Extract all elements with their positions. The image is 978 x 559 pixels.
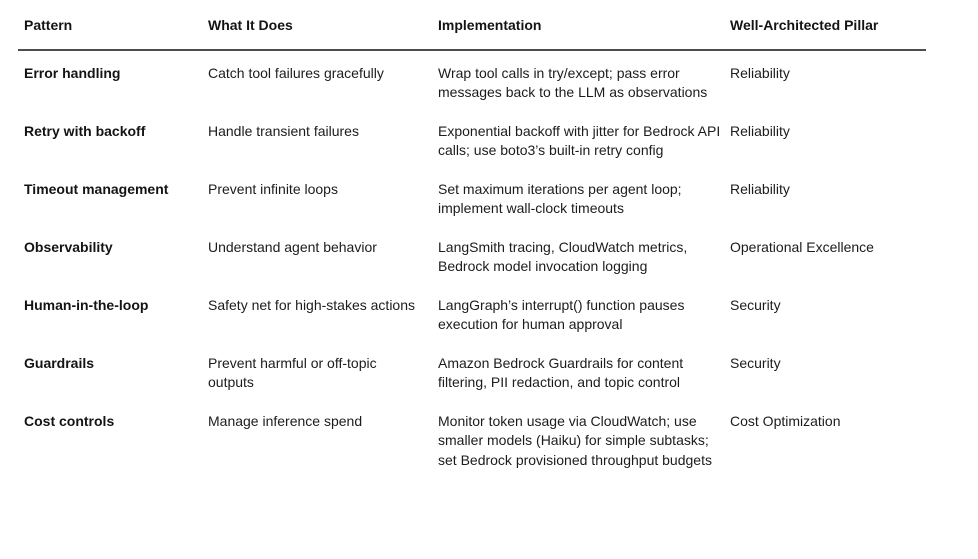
cell-pattern: Guardrails: [24, 354, 95, 371]
column-header-pattern: Pattern: [18, 0, 208, 50]
cell-pattern: Retry with backoff: [24, 122, 146, 139]
cell-what-it-does: Prevent harmful or off-topic outputs: [208, 354, 377, 390]
patterns-table: [18, 0, 926, 489]
column-header-what-it-does: What It Does: [208, 0, 438, 50]
column-header-pillar: Well-Architected Pillar: [730, 0, 926, 50]
cell-what-it-does: Prevent infinite loops: [208, 180, 338, 197]
table-row: [18, 296, 926, 354]
cell-implementation: Wrap tool calls in try/except; pass error messages back to the LLM as observations: [438, 64, 708, 100]
table-body: [18, 50, 926, 490]
cell-what-it-does: Catch tool failures gracefully: [208, 64, 384, 81]
table-row: [18, 412, 926, 490]
cell-pillar: Operational Excellence: [730, 238, 874, 255]
cell-pillar: Security: [730, 354, 781, 371]
cell-implementation: Exponential backoff with jitter for Bedrock API calls; use boto3’s built-in retry config: [438, 122, 721, 158]
cell-pillar: Reliability: [730, 64, 790, 81]
cell-pattern: Observability: [24, 238, 113, 255]
cell-pattern: Error handling: [24, 64, 121, 81]
cell-pattern: Cost controls: [24, 412, 115, 429]
cell-what-it-does: Manage inference spend: [208, 412, 363, 429]
table-row: [18, 238, 926, 296]
cell-pattern: Timeout management: [24, 180, 169, 197]
cell-implementation: Set maximum iterations per agent loop; implement wall-clock timeouts: [438, 180, 682, 216]
table-header-row: [18, 0, 926, 50]
table-header: [18, 0, 926, 50]
cell-pillar: Cost Optimization: [730, 412, 841, 429]
cell-implementation: LangGraph’s interrupt() function pauses execution for human approval: [438, 296, 685, 332]
cell-implementation: LangSmith tracing, CloudWatch metrics, Bedrock model invocation logging: [438, 238, 688, 274]
cell-pillar: Reliability: [730, 122, 790, 139]
cell-implementation: Amazon Bedrock Guardrails for content filtering, PII redaction, and topic control: [438, 354, 684, 390]
table-row: [18, 354, 926, 412]
column-header-implementation: Implementation: [438, 0, 730, 50]
table-row: [18, 122, 926, 180]
cell-pillar: Reliability: [730, 180, 790, 197]
table-row: [18, 50, 926, 122]
cell-what-it-does: Understand agent behavior: [208, 238, 377, 255]
cell-pillar: Security: [730, 296, 781, 313]
cell-implementation: Monitor token usage via CloudWatch; use smaller models (Haiku) for simple subtasks; set Bedrock provisioned throughput budgets: [438, 412, 712, 468]
cell-what-it-does: Safety net for high-stakes actions: [208, 296, 415, 313]
cell-what-it-does: Handle transient failures: [208, 122, 359, 139]
cell-pattern: Human-in-the-loop: [24, 296, 149, 313]
table-row: [18, 180, 926, 238]
